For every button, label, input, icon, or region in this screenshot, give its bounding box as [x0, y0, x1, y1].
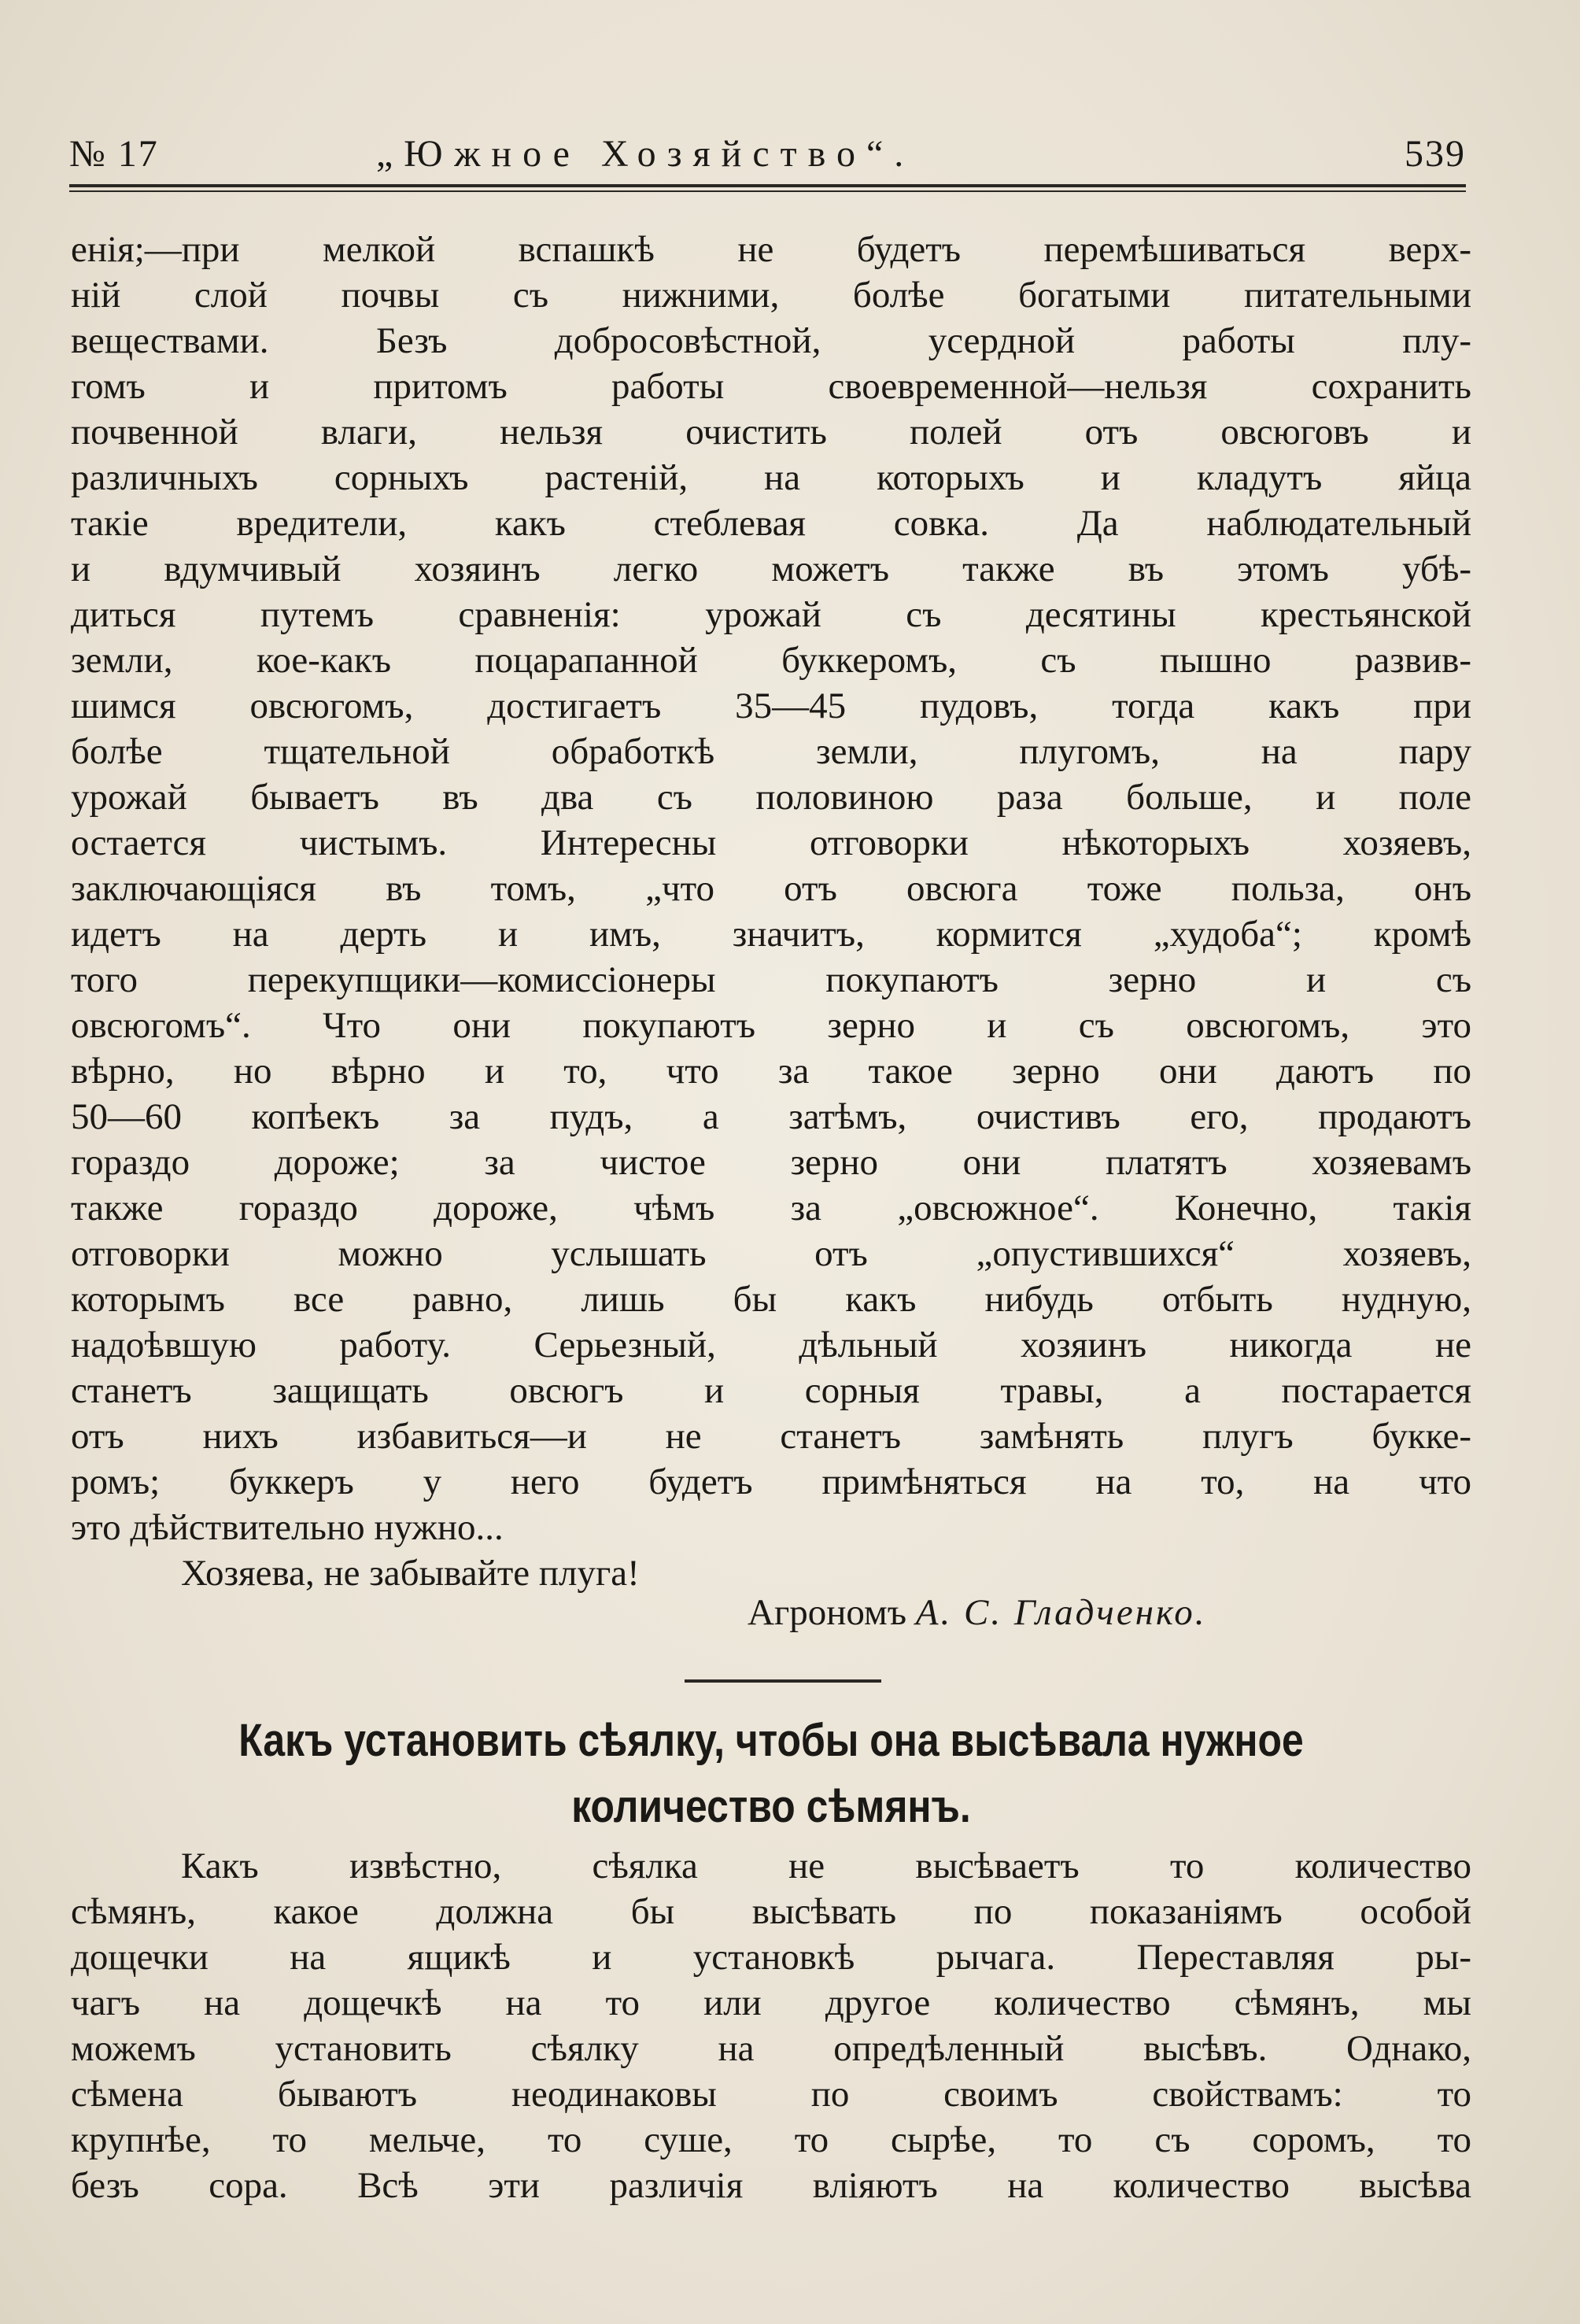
text-line: сѣмянъ, какое должна бы высѣвать по показаніямъ особой: [71, 1891, 1471, 1932]
header-rule: [69, 184, 1466, 187]
text-line: и вдумчивый хозяинъ легко можетъ также въ этомъ убѣ-: [71, 549, 1471, 589]
text-line: крупнѣе, то мельче, то суше, то сырѣе, то съ соромъ, то: [71, 2119, 1471, 2160]
header-rule-thin: [69, 190, 1466, 192]
article1-body: [71, 227, 1471, 1596]
text-line: шимся овсюгомъ, достигаетъ 35—45 пудовъ, тогда какъ при: [71, 685, 1471, 726]
text-line: Какъ извѣстно, сѣялка не высѣваетъ то количество: [181, 1846, 1471, 1886]
article2-body: [71, 1843, 1471, 2208]
text-line: заключающіяся въ томъ, „что отъ овсюга тоже польза, онъ: [71, 868, 1471, 909]
text-line: овсюгомъ“. Что они покупаютъ зерно и съ овсюгомъ, это: [71, 1005, 1471, 1046]
text-line: вѣрно, но вѣрно и то, что за такое зерно они даютъ по: [71, 1051, 1471, 1092]
text-line: гораздо дороже; за чистое зерно они платятъ хозяевамъ: [71, 1142, 1471, 1183]
text-line: надоѣвшую работу. Серьезный, дѣльный хозяинъ никогда не: [71, 1325, 1471, 1365]
journal-title: „Южное Хозяйство“.: [376, 133, 915, 175]
text-line: сѣмена бываютъ неодинаковы по своимъ свойствамъ: то: [71, 2074, 1471, 2115]
text-line: диться путемъ сравненія: урожай съ десятины крестьянской: [71, 594, 1471, 635]
page-header: [69, 132, 1466, 187]
text-line: ній слой почвы съ нижними, болѣе богатыми питательными: [71, 275, 1471, 316]
text-line: это дѣйствительно нужно...: [71, 1507, 504, 1548]
text-line: енія;—при мелкой вспашкѣ не будетъ перемѣшиваться верх-: [71, 229, 1471, 270]
section-divider: [685, 1679, 881, 1683]
text-line: того перекупщики—комиссіонеры покупаютъ зерно и съ: [71, 959, 1471, 1000]
text-line: чагъ на дощечкѣ на то или другое количество сѣмянъ, мы: [71, 1982, 1471, 2023]
text-line: почвенной влаги, нельзя очистить полей отъ овсюговъ и: [71, 412, 1471, 453]
text-line: веществами. Безъ добросовѣстной, усердной работы плу-: [71, 320, 1471, 361]
signature-name: А. С. Гладченко.: [915, 1592, 1207, 1633]
text-line: также гораздо дороже, чѣмъ за „овсюжное“. Конечно, такія: [71, 1188, 1471, 1229]
text-line: такіе вредители, какъ стеблевая совка. Да наблюдательный: [71, 503, 1471, 544]
text-line: можемъ установить сѣялку на опредѣленный высѣвъ. Однако,: [71, 2028, 1471, 2069]
page-number: 539: [1405, 133, 1466, 175]
text-line: 50—60 копѣекъ за пудъ, а затѣмъ, очистивъ его, продаютъ: [71, 1096, 1471, 1137]
text-line: болѣе тщательной обработкѣ земли, плугомъ, на пару: [71, 731, 1471, 772]
text-line: урожай бываетъ въ два съ половиною раза больше, и поле: [71, 777, 1471, 818]
text-line: идетъ на дерть и имъ, значитъ, кормится „худоба“; кромѣ: [71, 914, 1471, 955]
text-line: безъ сора. Всѣ эти различія вліяютъ на количество высѣва: [71, 2165, 1471, 2206]
author-signature: [748, 1590, 1206, 1635]
text-line: различныхъ сорныхъ растеній, на которыхъ и кладутъ яйца: [71, 457, 1471, 498]
text-line: остается чистымъ. Интересны отговорки нѣкоторыхъ хозяевъ,: [71, 822, 1471, 863]
article2-title: [169, 1708, 1374, 1840]
text-line: отговорки можно услышать отъ „опустившихся“ хозяевъ,: [71, 1233, 1471, 1274]
text-line: ромъ; буккеръ у него будетъ примѣняться на то, на что: [71, 1461, 1471, 1502]
title-line: Какъ установить сѣялку, чтобы она высѣвала нужное: [238, 1715, 1304, 1766]
text-line: отъ нихъ избавиться—и не станетъ замѣнять плугъ букке-: [71, 1416, 1471, 1457]
closing-line: Хозяева, не забывайте плуга!: [181, 1553, 640, 1594]
text-line: гомъ и притомъ работы своевременной—нельзя сохранить: [71, 366, 1471, 407]
text-line: станетъ защищать овсюгъ и сорныя травы, а постарается: [71, 1370, 1471, 1411]
text-line: дощечки на ящикѣ и установкѣ рычага. Переставляя ры-: [71, 1937, 1471, 1978]
title-line: количество сѣмянъ.: [571, 1781, 971, 1832]
issue-number: № 17: [69, 133, 159, 175]
signature-title: Агрономъ: [748, 1592, 907, 1633]
text-line: которымъ все равно, лишь бы какъ нибудь отбыть нудную,: [71, 1279, 1471, 1320]
text-line: земли, кое-какъ поцарапанной буккеромъ, съ пышно развив-: [71, 640, 1471, 681]
